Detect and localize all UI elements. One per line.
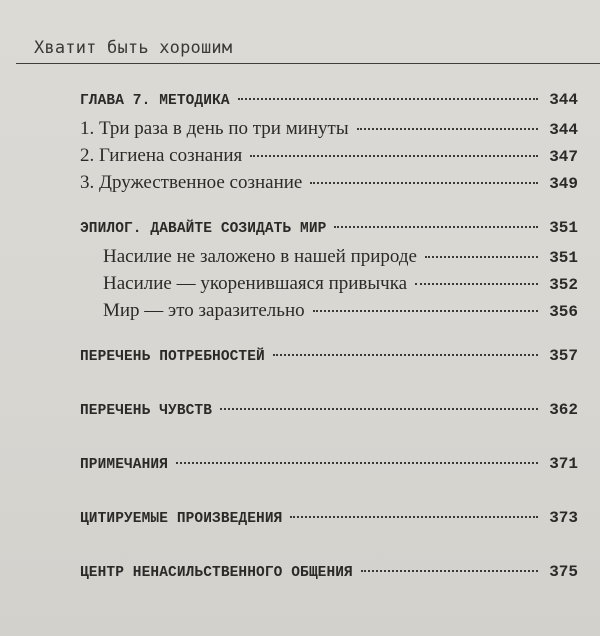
toc-entry-item [80, 145, 578, 172]
toc-entry-title: 2. Гигиена сознания [80, 145, 243, 166]
toc-entry-title: 1. Три раза в день по три минуты [80, 118, 349, 139]
toc-entry-title: Насилие не заложено в нашей природе [103, 246, 417, 267]
dot-leader [310, 182, 538, 184]
toc-entry-title: 3. Дружественное сознание [80, 172, 303, 193]
dot-leader [220, 408, 538, 410]
toc-page-number: 344 [549, 91, 578, 109]
toc-entry-chapter-7 [80, 91, 578, 118]
toc-entry-item [80, 273, 578, 300]
section-gap [80, 199, 578, 219]
toc-page-number: 373 [549, 509, 578, 527]
section-gap [80, 374, 578, 401]
toc-page-number: 357 [549, 347, 578, 365]
dot-leader [250, 155, 538, 157]
dot-leader [273, 354, 538, 356]
dot-leader [176, 462, 538, 464]
toc-page-number: 362 [549, 401, 578, 419]
toc-page-number: 349 [549, 175, 578, 193]
section-gap [80, 327, 578, 347]
toc-entry-center [80, 563, 578, 590]
section-gap [80, 482, 578, 509]
dot-leader [334, 226, 538, 228]
toc-entry-item [80, 246, 578, 273]
toc-entry-item [80, 172, 578, 199]
running-head: Хватит быть хорошим [34, 38, 233, 58]
toc-page-number: 344 [549, 121, 578, 139]
dot-leader [357, 128, 538, 130]
dot-leader [290, 516, 538, 518]
toc-page-number: 352 [549, 276, 578, 294]
toc-entry-title: ЦИТИРУЕМЫЕ ПРОИЗВЕДЕНИЯ [80, 511, 283, 527]
header-rule [16, 63, 600, 64]
toc-entry-notes [80, 455, 578, 482]
toc-entry-title: ЦЕНТР НЕНАСИЛЬСТВЕННОГО ОБЩЕНИЯ [80, 565, 353, 581]
toc-entry-title: Мир — это заразительно [103, 300, 305, 321]
toc-entry-title: Насилие — укоренившаяся привычка [103, 273, 408, 294]
dot-leader [425, 256, 538, 258]
toc-page-number: 375 [549, 563, 578, 581]
section-gap [80, 428, 578, 455]
toc-entry-title: ЭПИЛОГ. ДАВАЙТЕ СОЗИДАТЬ МИР [80, 221, 327, 237]
table-of-contents [80, 91, 578, 590]
section-gap [80, 536, 578, 563]
toc-page-number: 351 [549, 249, 578, 267]
dot-leader [415, 283, 538, 285]
toc-entry-title: ПЕРЕЧЕНЬ ПОТРЕБНОСТЕЙ [80, 349, 265, 365]
toc-page-number: 351 [549, 219, 578, 237]
dot-leader [238, 98, 538, 100]
toc-page-number: 347 [549, 148, 578, 166]
toc-page-number: 356 [549, 303, 578, 321]
toc-entry-title: ПЕРЕЧЕНЬ ЧУВСТВ [80, 403, 213, 419]
toc-entry-item [80, 118, 578, 145]
toc-entry-item [80, 300, 578, 327]
toc-entry-cited-works [80, 509, 578, 536]
toc-entry-needs [80, 347, 578, 374]
toc-entry-title: ГЛАВА 7. МЕТОДИКА [80, 93, 230, 109]
toc-page-number: 371 [549, 455, 578, 473]
dot-leader [361, 570, 538, 572]
toc-entry-epilogue [80, 219, 578, 246]
toc-entry-feelings [80, 401, 578, 428]
dot-leader [313, 310, 538, 312]
toc-entry-title: ПРИМЕЧАНИЯ [80, 457, 169, 473]
